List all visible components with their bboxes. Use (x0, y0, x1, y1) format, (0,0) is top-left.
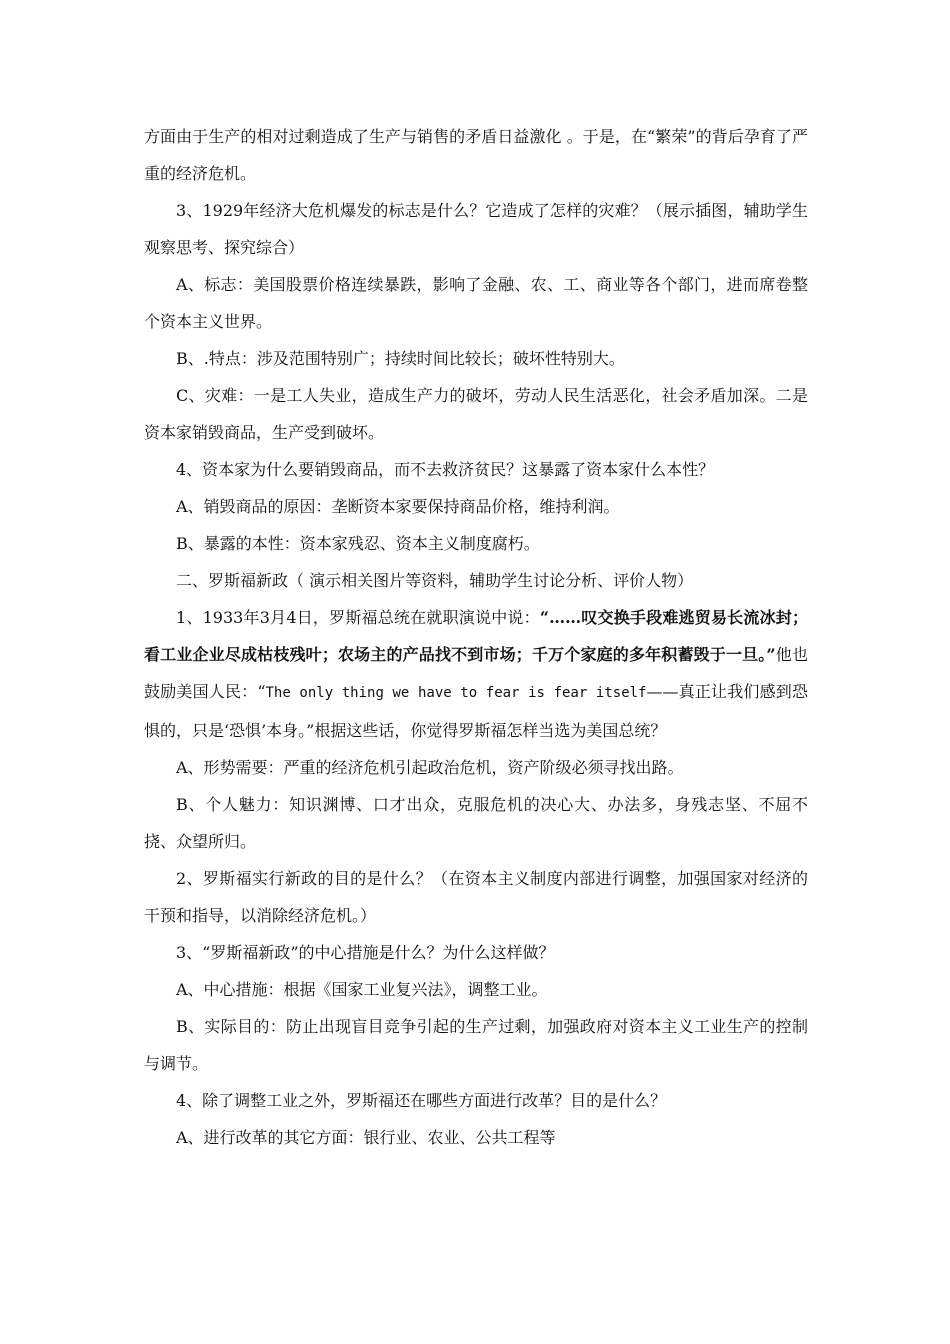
text-segment: ——真正让我们感到恐惧的，只是‘恐惧’本身。”根据这些话，你觉得罗斯福怎样当选为美国总统？ (144, 682, 808, 740)
paragraph-p15 (144, 971, 808, 1008)
text-segment: B、暴露的本性：资本家残忍、资本主义制度腐朽。 (176, 534, 540, 553)
text-segment: 方面由于生产的相对过剩造成了生产与销售的矛盾日益激化 。于是，在“繁荣”的背后孕育了严重的经济危机。 (144, 127, 808, 183)
text-segment: 2、罗斯福实行新政的目的是什么？（在资本主义制度内部进行调整，加强国家对经济的干预和指导，以消除经济危机。） (144, 869, 808, 925)
paragraph-p06 (144, 451, 808, 488)
paragraph-p08 (144, 525, 808, 562)
paragraph-p09 (144, 562, 808, 599)
paragraph-p10 (144, 599, 808, 749)
text-segment: A、进行改革的其它方面：银行业、农业、公共工程等 (176, 1128, 556, 1147)
paragraph-p12 (144, 786, 808, 860)
text-segment: The only thing we have to fear is fear itself (265, 685, 647, 701)
text-segment: 3、1929年经济大危机爆发的标志是什么？它造成了怎样的灾难？（展示插图，辅助学生观察思考、探究综合） (144, 201, 808, 257)
paragraph-p01 (144, 118, 808, 192)
text-segment: C、灾难：一是工人失业，造成生产力的破坏，劳动人民生活恶化，社会矛盾加深。二是资本家销毁商品，生产受到破坏。 (144, 386, 808, 442)
text-segment: B、实际目的：防止出现盲目竞争引起的生产过剩，加强政府对资本主义工业生产的控制与调节。 (144, 1017, 808, 1073)
text-segment: 4、除了调整工业之外，罗斯福还在哪些方面进行改革？目的是什么？ (176, 1091, 667, 1110)
paragraph-p04 (144, 340, 808, 377)
document-body (144, 118, 808, 1156)
text-segment: B、个人魅力：知识渊博、口才出众，克服危机的决心大、办法多，身残志坚、不屈不挠、众望所归。 (144, 795, 808, 851)
paragraph-p02 (144, 192, 808, 266)
text-segment: 3、“罗斯福新政”的中心措施是什么？为什么这样做？ (176, 943, 555, 962)
text-segment: A、中心措施：根据《国家工业复兴法》，调整工业。 (176, 980, 548, 999)
text-segment: B、.特点：涉及范围特别广；持续时间比较长；破坏性特别大。 (176, 349, 625, 368)
paragraph-p05 (144, 377, 808, 451)
paragraph-p18 (144, 1119, 808, 1156)
text-segment: 1、1933年3月4日，罗斯福总统在就职演说中说： (176, 608, 540, 627)
text-segment: A、标志：美国股票价格连续暴跌，影响了金融、农、工、商业等各个部门，进而席卷整个资本主义世界。 (144, 275, 808, 331)
text-segment: 他也鼓励美国人民：“ (144, 645, 808, 701)
text-segment: A、销毁商品的原因：垄断资本家要保持商品价格，维持利润。 (176, 497, 620, 516)
paragraph-p16 (144, 1008, 808, 1082)
paragraph-p07 (144, 488, 808, 525)
paragraph-p17 (144, 1082, 808, 1119)
paragraph-p11 (144, 749, 808, 786)
text-segment: A、形势需要：严重的经济危机引起政治危机，资产阶级必须寻找出路。 (176, 758, 684, 777)
paragraph-p03 (144, 266, 808, 340)
text-segment: “……叹交换手段难逃贸易长流冰封；看工业企业尽成枯枝残叶；农场主的产品找不到市场；千万个家庭的多年积蓄毁于一旦。” (144, 608, 808, 664)
paragraph-p13 (144, 860, 808, 934)
text-segment: 4、资本家为什么要销毁商品，而不去救济贫民？这暴露了资本家什么本性？ (176, 460, 715, 479)
text-segment: 二、罗斯福新政（ 演示相关图片等资料，辅助学生讨论分析、评价人物） (176, 571, 694, 590)
paragraph-p14 (144, 934, 808, 971)
